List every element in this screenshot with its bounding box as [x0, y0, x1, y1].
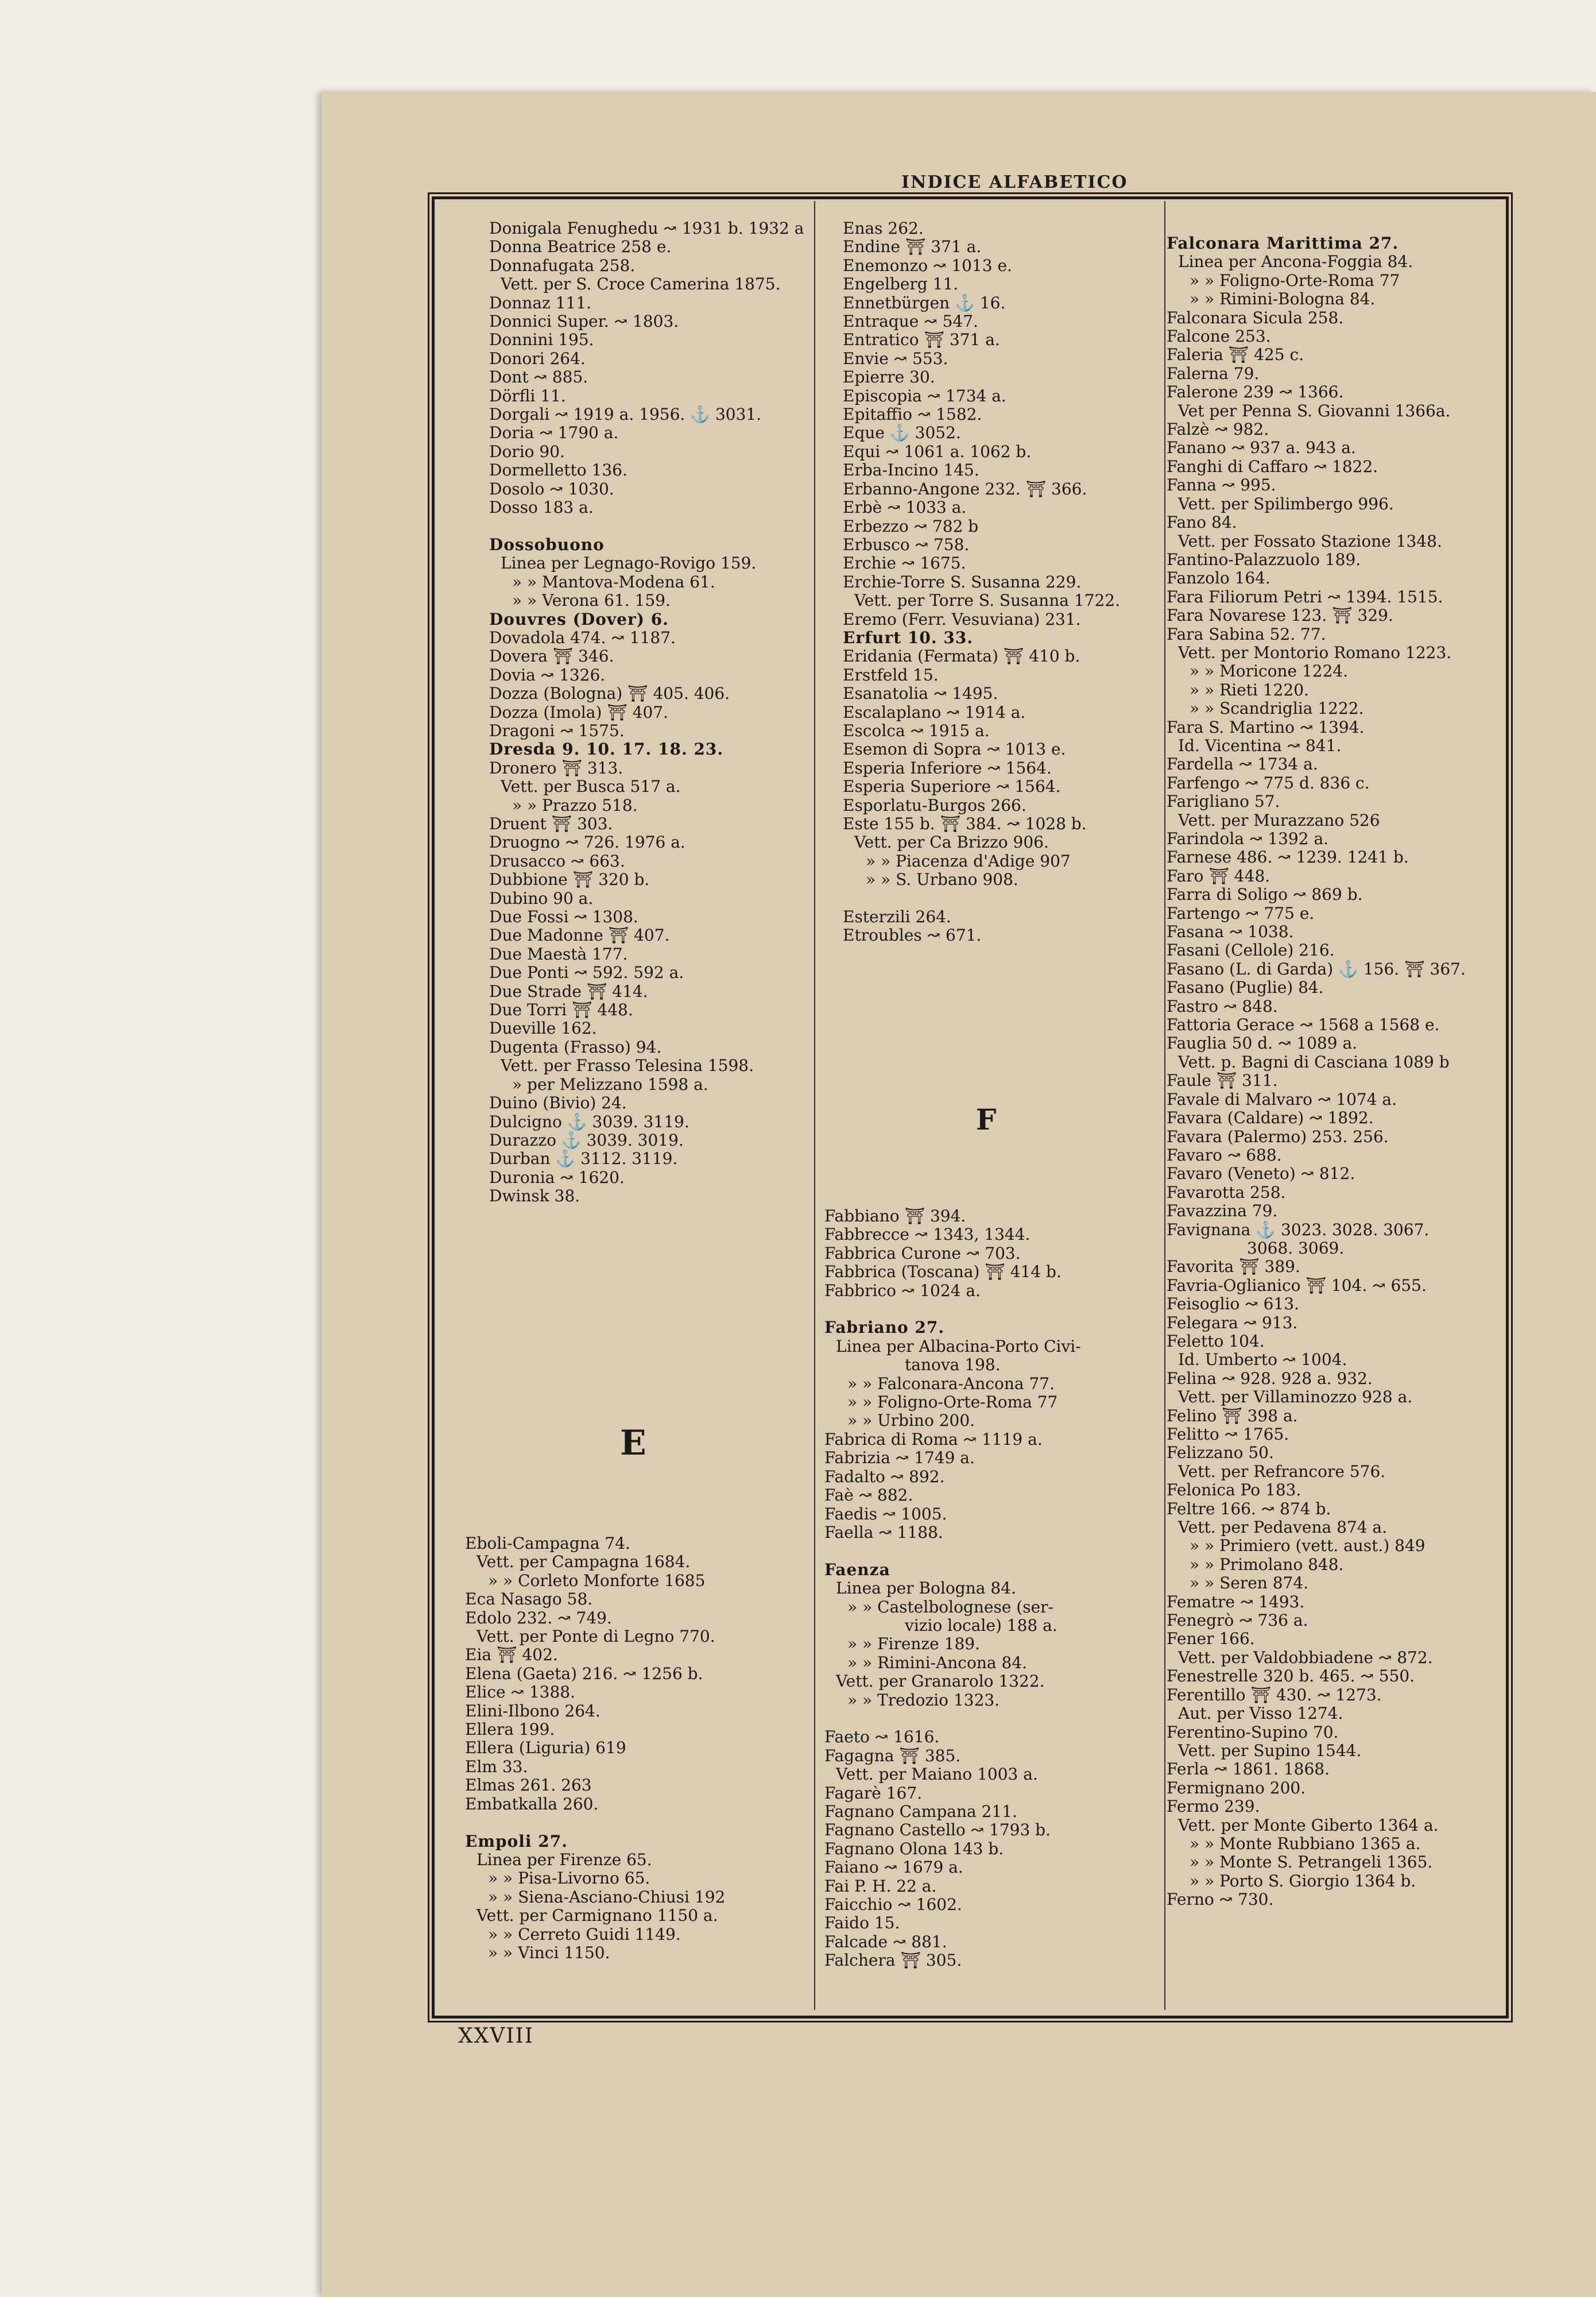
index-entry: Dovera ⛩ 346. [489, 647, 614, 666]
index-entry: Esanatolia ↝ 1495. [843, 684, 998, 703]
index-entry: Este 155 b. ⛩ 384. ↝ 1028 b. [843, 814, 1087, 833]
index-entry: » » Moricone 1224. [1190, 662, 1349, 681]
index-entry: Donna Beatrice 258 e. [489, 237, 672, 257]
index-entry: Due Ponti ↝ 592. 592 a. [489, 963, 684, 983]
index-entry: Vett. p. Bagni di Casciana 1089 b [1178, 1052, 1450, 1072]
index-entry: Farindola ↝ 1392 a. [1167, 829, 1329, 848]
index-entry: Feltre 166. ↝ 874 b. [1167, 1499, 1331, 1518]
index-entry: Favorita ⛩ 389. [1167, 1257, 1300, 1277]
index-entry: Fagnano Campana 211. [824, 1802, 1017, 1821]
index-entry: Elice ↝ 1388. [465, 1683, 576, 1702]
index-entry: Druogno ↝ 726. 1976 a. [489, 833, 685, 852]
index-entry: Eque ⚓ 3052. [843, 423, 961, 443]
index-entry: Aut. per Visso 1274. [1178, 1704, 1343, 1723]
index-entry: Faella ↝ 1188. [824, 1522, 943, 1542]
index-entry: » » Urbino 200. [847, 1411, 975, 1430]
index-entry: Linea per Legnago-Rovigo 159. [501, 554, 757, 573]
index-entry: » » Castelbolognese (ser- [847, 1597, 1053, 1617]
index-entry: Farra di Soligo ↝ 869 b. [1167, 885, 1363, 904]
index-entry: Dosolo ↝ 1030. [489, 479, 614, 498]
index-entry: Edolo 232. ↝ 749. [465, 1608, 612, 1627]
index-entry: Farnese 486. ↝ 1239. 1241 b. [1167, 848, 1409, 867]
index-entry: Escalaplano ↝ 1914 a. [843, 702, 1026, 722]
index-entry: » » Rimini-Bologna 84. [1190, 289, 1376, 309]
index-entry: Erchie-Torre S. Susanna 229. [843, 572, 1082, 591]
index-entry: Durban ⚓ 3112. 3119. [489, 1149, 678, 1169]
index-entry: » » Corleto Monforte 1685 [488, 1571, 706, 1590]
index-entry: Vett. per Maiano 1003 a. [836, 1765, 1038, 1784]
index-entry: Eia ⛩ 402. [465, 1645, 558, 1665]
index-entry: » » Firenze 189. [847, 1634, 980, 1654]
index-entry [824, 1542, 1163, 1560]
index-entry [843, 890, 1164, 908]
index-entry: Faeto ↝ 1616. [824, 1727, 940, 1747]
index-entry: Vett. per Fossato Stazione 1348. [1178, 531, 1442, 551]
index-entry: Dronero ⛩ 313. [489, 758, 623, 778]
index-entry: Ellera (Liguria) 619 [465, 1738, 626, 1758]
index-entry: Faido 15. [824, 1913, 900, 1933]
index-entry: Fano 84. [1167, 513, 1237, 532]
index-entry: Favignana ⚓ 3023. 3028. 3067. [1167, 1220, 1430, 1239]
index-entry: Endine ⛩ 371 a. [843, 237, 982, 257]
index-entry: Vet per Penna S. Giovanni 1366a. [1178, 401, 1451, 420]
index-entry: » » Falconara-Ancona 77. [847, 1374, 1055, 1393]
index-entry: Dwinsk 38. [489, 1186, 580, 1206]
index-entry: » per Melizzano 1598 a. [512, 1074, 708, 1094]
index-entry: » » Cerreto Guidi 1149. [488, 1924, 681, 1944]
index-entry: Fanano ↝ 937 a. 943 a. [1167, 438, 1356, 458]
index-entry: Vett. per Refrancore 576. [1178, 1461, 1386, 1481]
index-entry: Faedis ↝ 1005. [824, 1504, 947, 1523]
index-entry: Dorio 90. [489, 442, 565, 461]
index-entry: Erfurt 10. 33. [843, 628, 974, 647]
index-entry: Fanna ↝ 995. [1167, 475, 1276, 495]
index-column-2 [843, 219, 1164, 945]
index-entry: Faicchio ↝ 1602. [824, 1895, 962, 1915]
index-entry: Erbezzo ↝ 782 b [843, 516, 979, 536]
index-entry: Ellera 199. [465, 1720, 555, 1739]
index-entry: Faiano ↝ 1679 a. [824, 1858, 963, 1877]
page-header: INDICE ALFABETICO [901, 172, 1128, 192]
index-entry: Favazzina 79. [1167, 1201, 1278, 1221]
index-entry: Felonica Po 183. [1167, 1480, 1301, 1500]
index-entry: Favria-Oglianico ⛩ 104. ↝ 655. [1167, 1275, 1427, 1295]
section-letter-e: E [620, 1423, 646, 1463]
index-entry: Enemonzo ↝ 1013 e. [843, 256, 1012, 275]
index-column-2-f [824, 1207, 1163, 1970]
index-entry: Ferentillo ⛩ 430. ↝ 1273. [1167, 1685, 1382, 1704]
index-entry: Ferno ↝ 730. [1167, 1890, 1274, 1909]
index-entry: Id. Umberto ↝ 1004. [1178, 1350, 1347, 1370]
index-entry: Douvres (Dover) 6. [489, 609, 669, 629]
index-entry: Erbè ↝ 1033 a. [843, 498, 967, 517]
index-entry: Fenestrelle 320 b. 465. ↝ 550. [1167, 1666, 1415, 1686]
index-entry: Elini-Ilbono 264. [465, 1701, 601, 1720]
index-entry: Embatkalla 260. [465, 1794, 599, 1813]
index-entry: Favarotta 258. [1167, 1182, 1286, 1202]
index-entry: Fantino-Palazzuolo 189. [1167, 550, 1361, 569]
index-entry: vizio locale) 188 a. [905, 1615, 1057, 1635]
index-entry: Fabbrecce ↝ 1343, 1344. [824, 1225, 1031, 1244]
index-entry: Esperia Superiore ↝ 1564. [843, 777, 1061, 796]
index-entry: Equi ↝ 1061 a. 1062 b. [843, 442, 1032, 461]
index-entry: Faro ⛩ 448. [1167, 866, 1270, 885]
index-entry: Dubbione ⛩ 320 b. [489, 870, 650, 890]
index-entry: Fagnano Olona 143 b. [824, 1839, 1004, 1858]
index-entry: » » Piacenza d'Adige 907 [866, 851, 1071, 871]
index-entry: Erba-Incino 145. [843, 461, 979, 480]
index-column-1 [489, 219, 811, 1206]
index-entry: Fauglia 50 d. ↝ 1089 a. [1167, 1034, 1358, 1053]
index-entry: Felitto ↝ 1765. [1167, 1425, 1289, 1444]
index-entry: Elena (Gaeta) 216. ↝ 1256 b. [465, 1664, 703, 1683]
index-entry: Fabrizia ↝ 1749 a. [824, 1448, 975, 1468]
index-entry: Fenegrò ↝ 736 a. [1167, 1611, 1308, 1630]
index-entry: Erbusco ↝ 758. [843, 535, 970, 554]
index-entry: Donori 264. [489, 349, 586, 368]
index-entry: Episcopia ↝ 1734 a. [843, 386, 1006, 405]
index-entry: Linea per Ancona-Foggia 84. [1178, 252, 1413, 272]
index-entry: Favara (Palermo) 253. 256. [1167, 1127, 1389, 1146]
index-entry: Donnini 195. [489, 330, 594, 350]
index-entry: Feisoglio ↝ 613. [1167, 1294, 1299, 1314]
index-entry: Eremo (Ferr. Vesuviana) 231. [843, 609, 1081, 629]
index-entry: Felina ↝ 928. 928 a. 932. [1167, 1368, 1373, 1388]
index-entry: Durazzo ⚓ 3039. 3019. [489, 1130, 684, 1150]
index-entry: Linea per Albacina-Porto Civi- [836, 1336, 1081, 1356]
index-entry: » » Tredozio 1323. [847, 1690, 1000, 1710]
index-entry: » » Pisa-Livorno 65. [488, 1869, 650, 1888]
index-entry: Esperia Inferiore ↝ 1564. [843, 758, 1052, 778]
index-entry: Fadalto ↝ 892. [824, 1467, 945, 1486]
index-entry: Dovia ↝ 1326. [489, 665, 606, 685]
index-entry: Dosso 183 a. [489, 498, 594, 517]
index-entry: » » Primiero (vett. aust.) 849 [1190, 1536, 1425, 1556]
index-entry: Esporlatu-Burgos 266. [843, 795, 1026, 815]
index-entry: Fabbiano ⛩ 394. [824, 1207, 966, 1225]
index-entry: Fara Sabina 52. 77. [1167, 624, 1326, 644]
index-entry: Favara (Caldare) ↝ 1892. [1167, 1108, 1374, 1128]
index-entry: Enas 262. [843, 219, 924, 238]
index-entry: Ferentino-Supino 70. [1167, 1722, 1339, 1742]
index-entry: » » Porto S. Giorgio 1364 b. [1190, 1871, 1416, 1890]
column-rule [1164, 201, 1165, 2010]
index-entry: Dozza (Bologna) ⛩ 405. 406. [489, 684, 730, 703]
index-entry: Dovadola 474. ↝ 1187. [489, 628, 676, 647]
index-entry: Donnaz 111. [489, 293, 592, 312]
index-entry: Epitaffio ↝ 1582. [843, 405, 982, 424]
index-entry: Entraque ↝ 547. [843, 312, 978, 331]
index-entry: Linea per Firenze 65. [477, 1850, 652, 1869]
index-entry: Engelberg 11. [843, 274, 959, 294]
index-entry: Epierre 30. [843, 368, 935, 387]
index-entry: » » Monte S. Petrangeli 1365. [1190, 1853, 1433, 1872]
index-entry: Druent ⛩ 303. [489, 814, 613, 833]
index-entry [824, 1710, 1163, 1728]
index-entry: Drusacco ↝ 663. [489, 851, 625, 871]
index-entry: Erbanno-Angone 232. ⛩ 366. [843, 479, 1087, 498]
index-entry: Due Madonne ⛩ 407. [489, 926, 670, 945]
index-entry: Falcone 253. [1167, 327, 1271, 346]
index-entry: Vett. per Villaminozzo 928 a. [1178, 1387, 1413, 1407]
index-entry: Dozza (Imola) ⛩ 407. [489, 702, 669, 722]
index-entry: Dormelletto 136. [489, 461, 627, 480]
index-entry: Vett. per Campagna 1684. [477, 1552, 691, 1572]
index-entry: Fara Filiorum Petri ↝ 1394. 1515. [1167, 587, 1443, 606]
index-entry: Fara S. Martino ↝ 1394. [1167, 717, 1365, 737]
index-entry: Fanzolo 164. [1167, 569, 1270, 588]
index-entry: Due Fossi ↝ 1308. [489, 907, 638, 927]
index-entry: Fermo 239. [1167, 1797, 1260, 1816]
index-entry: » » Prazzo 518. [512, 795, 638, 815]
index-entry: Due Torri ⛩ 448. [489, 1000, 633, 1020]
index-entry: Fagagna ⛩ 385. [824, 1746, 961, 1765]
index-entry: Fabriano 27. [824, 1318, 945, 1337]
index-entry: Vett. per Carmignano 1150 a. [477, 1906, 718, 1925]
index-entry: Donnici Super. ↝ 1803. [489, 312, 679, 331]
index-entry: Dulcigno ⚓ 3039. 3119. [489, 1112, 689, 1131]
index-entry: Vett. per Monte Giberto 1364 a. [1178, 1815, 1439, 1835]
index-entry: Fematre ↝ 1493. [1167, 1592, 1305, 1611]
index-entry: Falcade ↝ 881. [824, 1932, 947, 1951]
index-entry: Fabbrico ↝ 1024 a. [824, 1281, 981, 1300]
index-entry: Dorgali ↝ 1919 a. 1956. ⚓ 3031. [489, 405, 762, 424]
index-entry: Dragoni ↝ 1575. [489, 721, 625, 740]
column-rule [814, 201, 815, 2010]
index-entry: Escolca ↝ 1915 a. [843, 721, 990, 740]
index-entry: Elm 33. [465, 1757, 528, 1776]
index-entry: » » Vinci 1150. [488, 1943, 610, 1962]
index-entry: » » Foligno-Orte-Roma 77 [1190, 270, 1400, 290]
index-entry: » » Verona 61. 159. [512, 591, 671, 610]
index-entry: Elmas 261. 263 [465, 1776, 592, 1795]
index-entry: Duronia ↝ 1620. [489, 1167, 625, 1187]
index-entry: Dugenta (Frasso) 94. [489, 1037, 662, 1057]
index-entry: Eridania (Fermata) ⛩ 410 b. [843, 647, 1080, 666]
index-entry: Doria ↝ 1790 a. [489, 423, 619, 443]
index-entry: Fasani (Cellole) 216. [1167, 941, 1335, 960]
index-entry: Fabbrica (Toscana) ⛩ 414 b. [824, 1262, 1062, 1282]
index-entry: Vett. per Valdobbiadene ↝ 872. [1178, 1648, 1433, 1667]
index-entry: Vett. per Busca 517 a. [501, 777, 681, 796]
index-entry: Etroubles ↝ 671. [843, 926, 982, 945]
index-entry: Dresda 9. 10. 17. 18. 23. [489, 740, 724, 759]
index-entry: Dont ↝ 885. [489, 368, 588, 387]
index-entry: Fabrica di Roma ↝ 1119 a. [824, 1429, 1043, 1449]
index-entry: » » Seren 874. [1190, 1573, 1309, 1593]
index-entry: Faleria ⛩ 425 c. [1167, 345, 1304, 365]
index-entry: Falerone 239 ↝ 1366. [1167, 382, 1344, 402]
index-entry: Fara Novarese 123. ⛩ 329. [1167, 606, 1393, 625]
index-entry: Falconara Marittima 27. [1167, 234, 1399, 253]
index-entry: Donnafugata 258. [489, 256, 636, 275]
index-entry: » » Primolano 848. [1190, 1554, 1344, 1574]
index-entry: Fastro ↝ 848. [1167, 996, 1278, 1016]
index-entry: Vett. per Ponte di Legno 770. [477, 1627, 715, 1646]
index-entry: Vett. per Supino 1544. [1178, 1741, 1362, 1760]
index-entry: Falzè ↝ 982. [1167, 420, 1269, 439]
index-entry: » » Monte Rubbiano 1365 a. [1190, 1834, 1421, 1853]
index-entry: Fagarè 167. [824, 1783, 923, 1803]
index-entry: Fanghi di Caffaro ↝ 1822. [1167, 457, 1378, 476]
index-entry: » » Mantova-Modena 61. [512, 572, 715, 591]
index-entry: » » S. Urbano 908. [866, 870, 1018, 890]
index-entry: Vett. per Montorio Romano 1223. [1178, 643, 1452, 662]
index-entry: Empoli 27. [465, 1831, 568, 1851]
index-entry: Dörfli 11. [489, 386, 566, 405]
index-entry: » » Scandriglia 1222. [1190, 699, 1364, 718]
index-entry: Fasano (L. di Garda) ⚓ 156. ⛩ 367. [1167, 959, 1466, 979]
index-entry: Dubino 90 a. [489, 888, 594, 908]
index-entry: Vett. per Pedavena 874 a. [1178, 1518, 1388, 1537]
index-entry: Vett. per Torre S. Susanna 1722. [854, 591, 1120, 610]
index-entry [465, 1813, 809, 1832]
index-entry: Faule ⛩ 311. [1167, 1071, 1278, 1091]
index-entry: Fai P. H. 22 a. [824, 1876, 937, 1896]
index-entry: Ferla ↝ 1861. 1868. [1167, 1760, 1330, 1779]
index-entry: 3068. 3069. [1247, 1238, 1345, 1258]
index-entry: Envie ↝ 553. [843, 349, 948, 368]
index-entry: » » Siena-Asciano-Chiusi 192 [488, 1887, 726, 1907]
index-entry: Erchie ↝ 1675. [843, 554, 966, 573]
index-entry: Faenza [824, 1560, 890, 1579]
index-entry: Id. Vicentina ↝ 841. [1178, 736, 1342, 755]
index-entry: Vett. per Granarolo 1322. [836, 1672, 1045, 1691]
index-entry: » » Foligno-Orte-Roma 77 [847, 1393, 1058, 1412]
index-entry [824, 1300, 1163, 1318]
index-entry: Fasana ↝ 1038. [1167, 922, 1294, 942]
index-entry: Fardella ↝ 1734 a. [1167, 755, 1318, 774]
index-entry: Vett. per Frasso Telesina 1598. [501, 1056, 754, 1076]
index-entry: Due Strade ⛩ 414. [489, 981, 648, 1001]
index-entry: Vett. per Spilimbergo 996. [1178, 494, 1394, 513]
index-entry: Ennetbürgen ⚓ 16. [843, 293, 1006, 312]
section-letter-f: F [976, 1103, 997, 1136]
index-entry: Eboli-Campagna 74. [465, 1534, 630, 1553]
index-entry: tanova 198. [905, 1355, 1001, 1375]
index-entry: Farigliano 57. [1167, 792, 1280, 811]
index-entry: Dueville 162. [489, 1019, 597, 1038]
index-entry: Fabbrica Curone ↝ 703. [824, 1243, 1021, 1263]
index-entry: Donigala Fenughedu ↝ 1931 b. 1932 a [489, 219, 804, 238]
index-entry: Favaro (Veneto) ↝ 812. [1167, 1164, 1355, 1184]
index-entry: Fasano (Puglie) 84. [1167, 978, 1324, 997]
index-entry: Esterzili 264. [843, 907, 951, 927]
index-entry: Favaro ↝ 688. [1167, 1145, 1282, 1165]
index-entry: Linea per Bologna 84. [836, 1579, 1016, 1598]
index-column-1-e [465, 1534, 809, 1962]
index-entry: » » Rieti 1220. [1190, 680, 1309, 699]
index-entry: » » Rimini-Ancona 84. [847, 1653, 1028, 1672]
index-entry: Erstfeld 15. [843, 665, 939, 685]
index-entry: Faè ↝ 882. [824, 1486, 913, 1505]
index-entry: Felegara ↝ 913. [1167, 1313, 1298, 1332]
index-entry [489, 517, 811, 536]
index-entry: Esemon di Sopra ↝ 1013 e. [843, 740, 1066, 759]
index-entry: Fermignano 200. [1167, 1778, 1306, 1797]
index-entry: Farfengo ↝ 775 d. 836 c. [1167, 773, 1370, 792]
index-entry: Entratico ⛩ 371 a. [843, 330, 1000, 350]
index-entry: Vett. per Ca Brizzo 906. [854, 833, 1049, 852]
index-entry: Falchera ⛩ 305. [824, 1951, 962, 1970]
index-entry: Fener 166. [1167, 1629, 1255, 1649]
index-entry: Duino (Bivio) 24. [489, 1093, 627, 1113]
index-entry: Falerna 79. [1167, 364, 1260, 383]
index-entry: Fartengo ↝ 775 e. [1167, 903, 1315, 923]
index-entry: Eca Nasago 58. [465, 1590, 593, 1609]
index-entry: Vett. per S. Croce Camerina 1875. [501, 274, 781, 294]
page-number: XXVIII [458, 2024, 534, 2048]
index-entry: Fagnano Castello ↝ 1793 b. [824, 1820, 1051, 1840]
index-entry: Favale di Malvaro ↝ 1074 a. [1167, 1089, 1397, 1109]
index-entry: Dossobuono [489, 535, 605, 554]
index-entry: Fattoria Gerace ↝ 1568 a 1568 e. [1167, 1015, 1440, 1035]
index-column-3 [1167, 234, 1500, 1909]
index-entry: Felizzano 50. [1167, 1443, 1274, 1463]
index-entry: Feletto 104. [1167, 1331, 1265, 1351]
index-entry: Falconara Sicula 258. [1167, 308, 1344, 327]
index-entry: Due Maestà 177. [489, 944, 628, 964]
index-entry: Felino ⛩ 398 a. [1167, 1406, 1298, 1425]
index-entry: Vett. per Murazzano 526 [1178, 810, 1380, 830]
